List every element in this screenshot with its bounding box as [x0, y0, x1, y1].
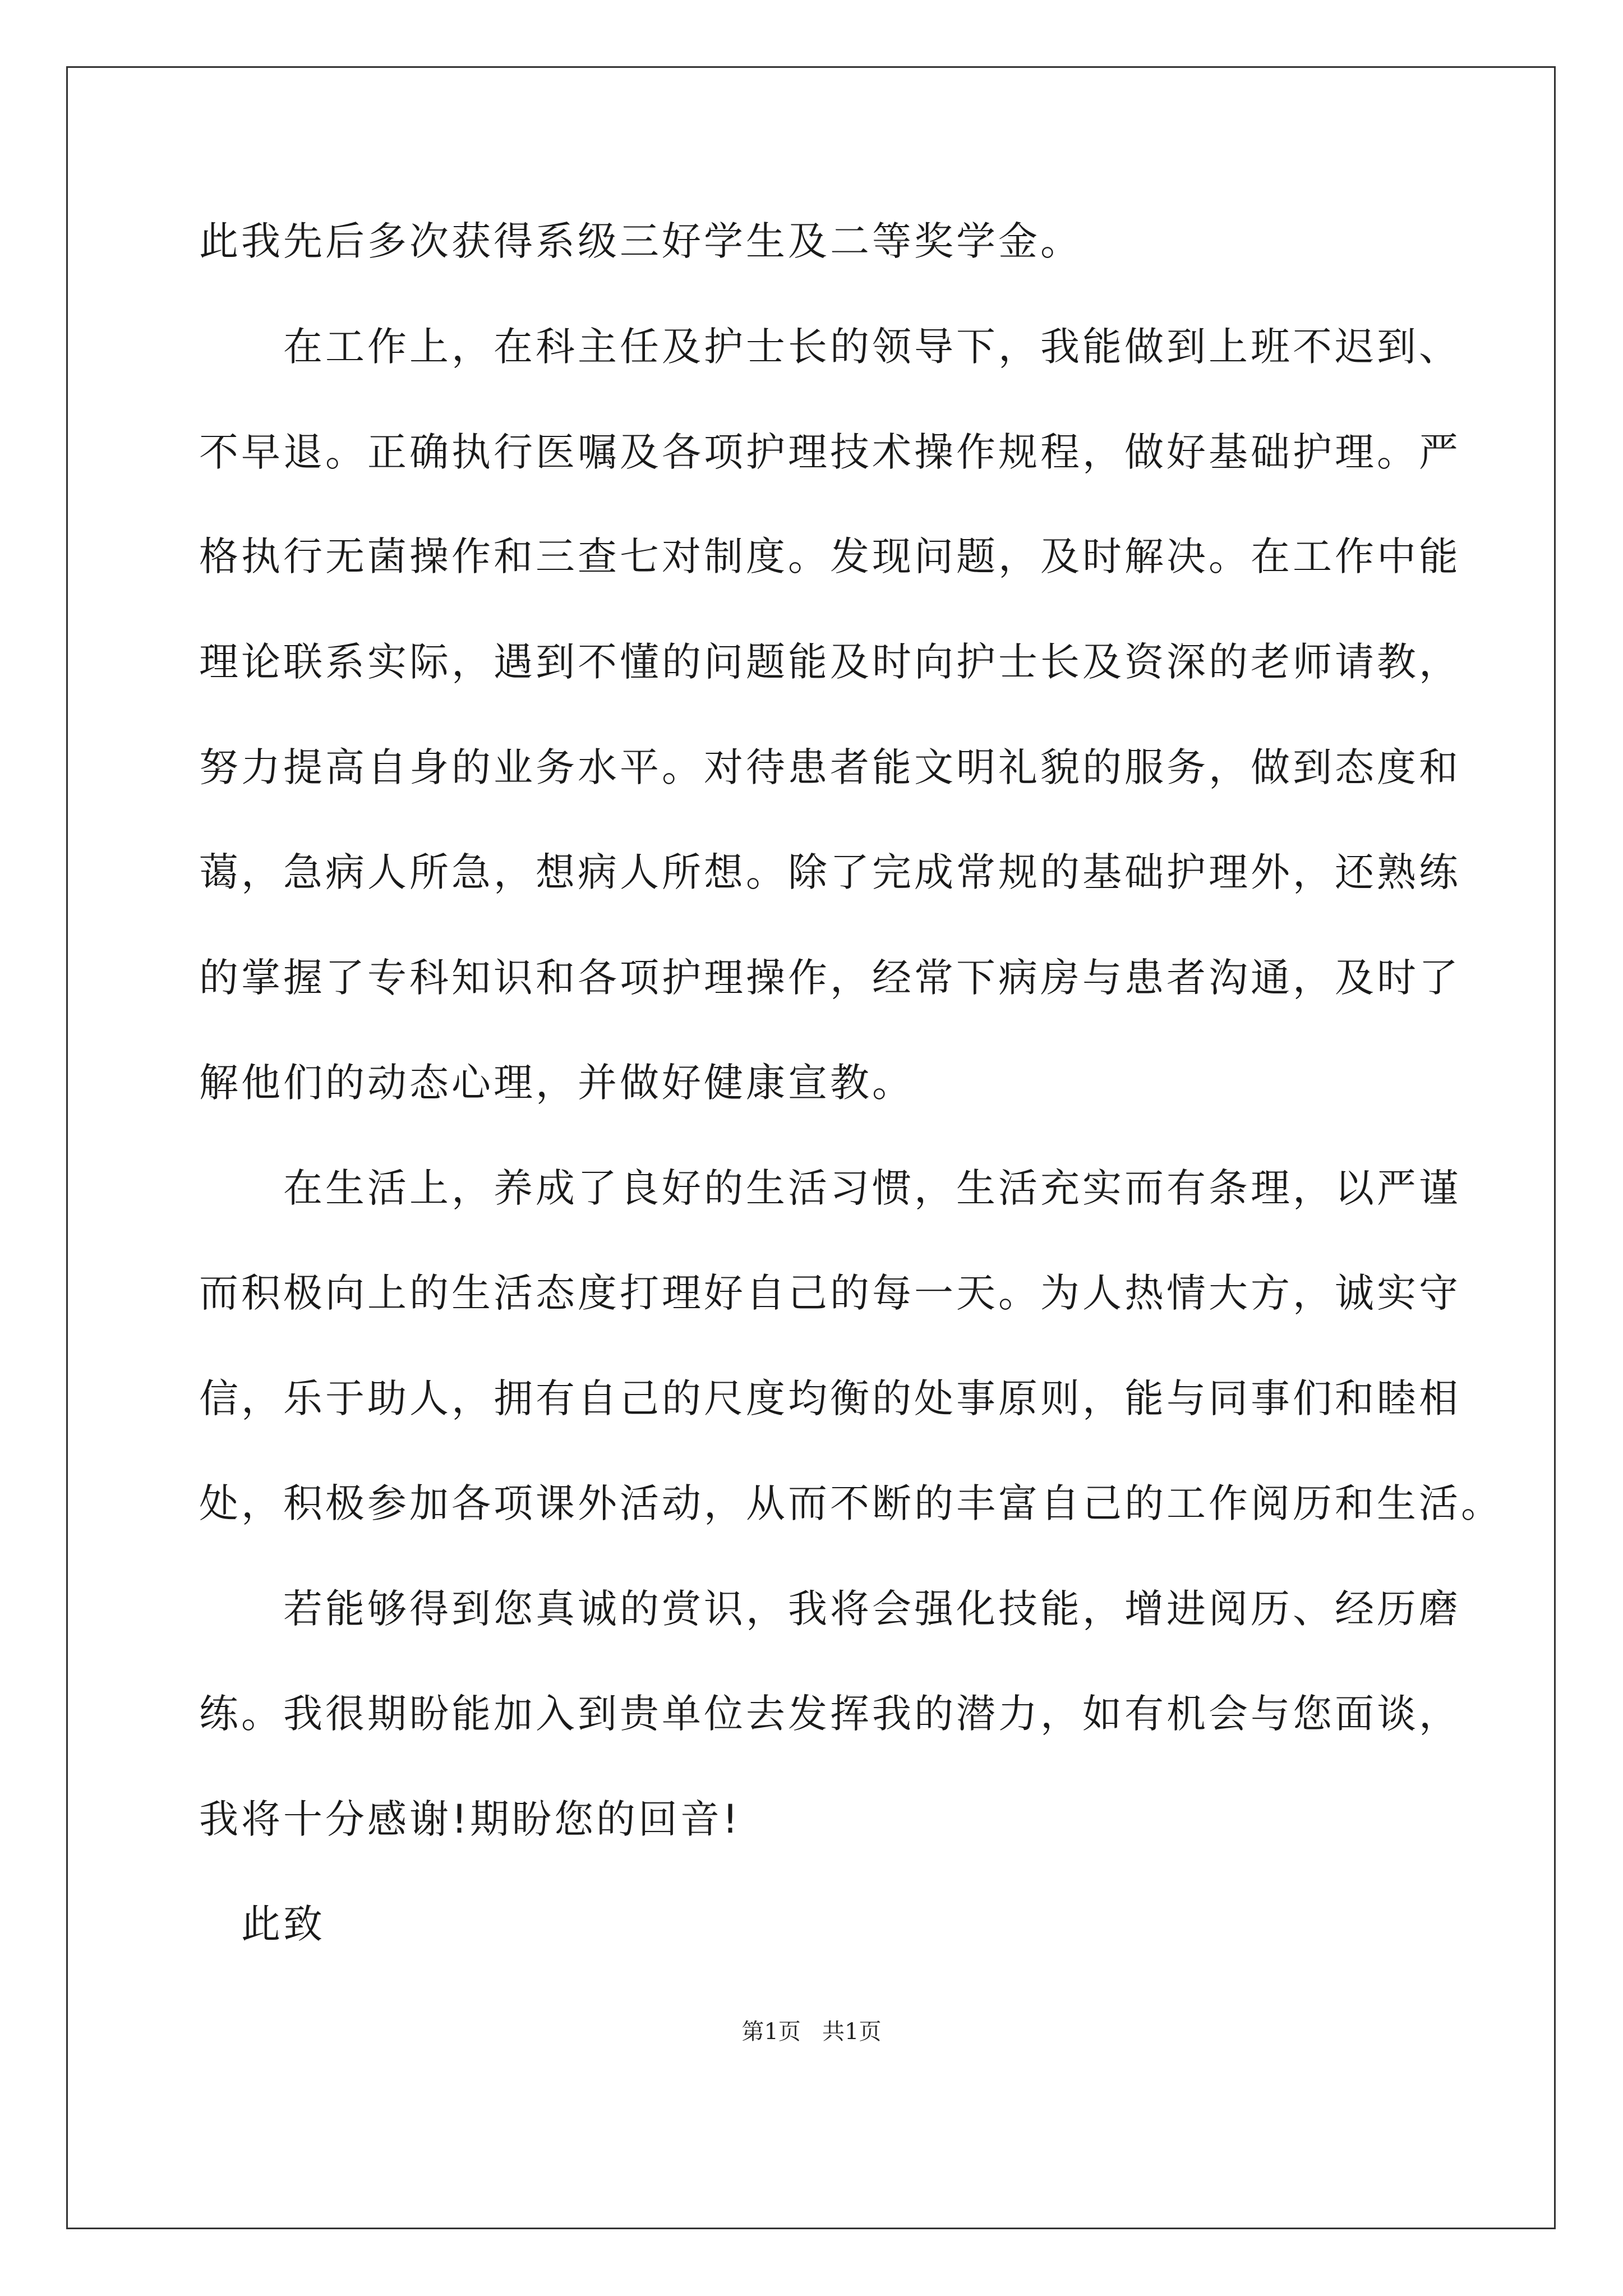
body-line: 不早退。正确执行医嘱及各项护理技术操作规程，做好基础护理。严 [199, 429, 1461, 475]
body-line: 蔼，急病人所急，想病人所想。除了完成常规的基础护理外，还熟练 [199, 849, 1461, 895]
body-line: 而积极向上的生活态度打理好自己的每一天。为人热情大方，诚实守 [199, 1270, 1461, 1316]
body-line: 练。我很期盼能加入到贵单位去发挥我的潜力，如有机会与您面谈， [199, 1691, 1461, 1737]
body-line: 理论联系实际，遇到不懂的问题能及时向护士长及资深的老师请教， [199, 639, 1461, 685]
body-line: 信，乐于助人，拥有自己的尺度均衡的处事原则，能与同事们和睦相 [199, 1375, 1461, 1421]
body-line: 解他们的动态心理，并做好健康宣教。 [199, 1060, 914, 1106]
body-line: 我将十分感谢!期盼您的回音! [199, 1796, 741, 1842]
closing-line: 此致 [241, 1901, 325, 1947]
body-line: 处，积极参加各项课外活动，从而不断的丰富自己的工作阅历和生活。 [199, 1480, 1503, 1526]
body-line: 在工作上，在科主任及护士长的领导下，我能做到上班不迟到、 [283, 324, 1461, 370]
body-line: 格执行无菌操作和三查七对制度。发现问题，及时解决。在工作中能 [199, 533, 1461, 579]
body-line: 努力提高自身的业务水平。对待患者能文明礼貌的服务，做到态度和 [199, 744, 1461, 790]
body-line: 在生活上，养成了良好的生活习惯，生活充实而有条理，以严谨 [283, 1165, 1461, 1211]
body-line: 若能够得到您真诚的赏识，我将会强化技能，增进阅历、经历磨 [283, 1586, 1461, 1632]
body-line: 的掌握了专科知识和各项护理操作，经常下病房与患者沟通，及时了 [199, 955, 1461, 1001]
body-line: 此我先后多次获得系级三好学生及二等奖学金。 [199, 218, 1082, 264]
page-number-footer: 第1页 共1页 [741, 2019, 882, 2045]
